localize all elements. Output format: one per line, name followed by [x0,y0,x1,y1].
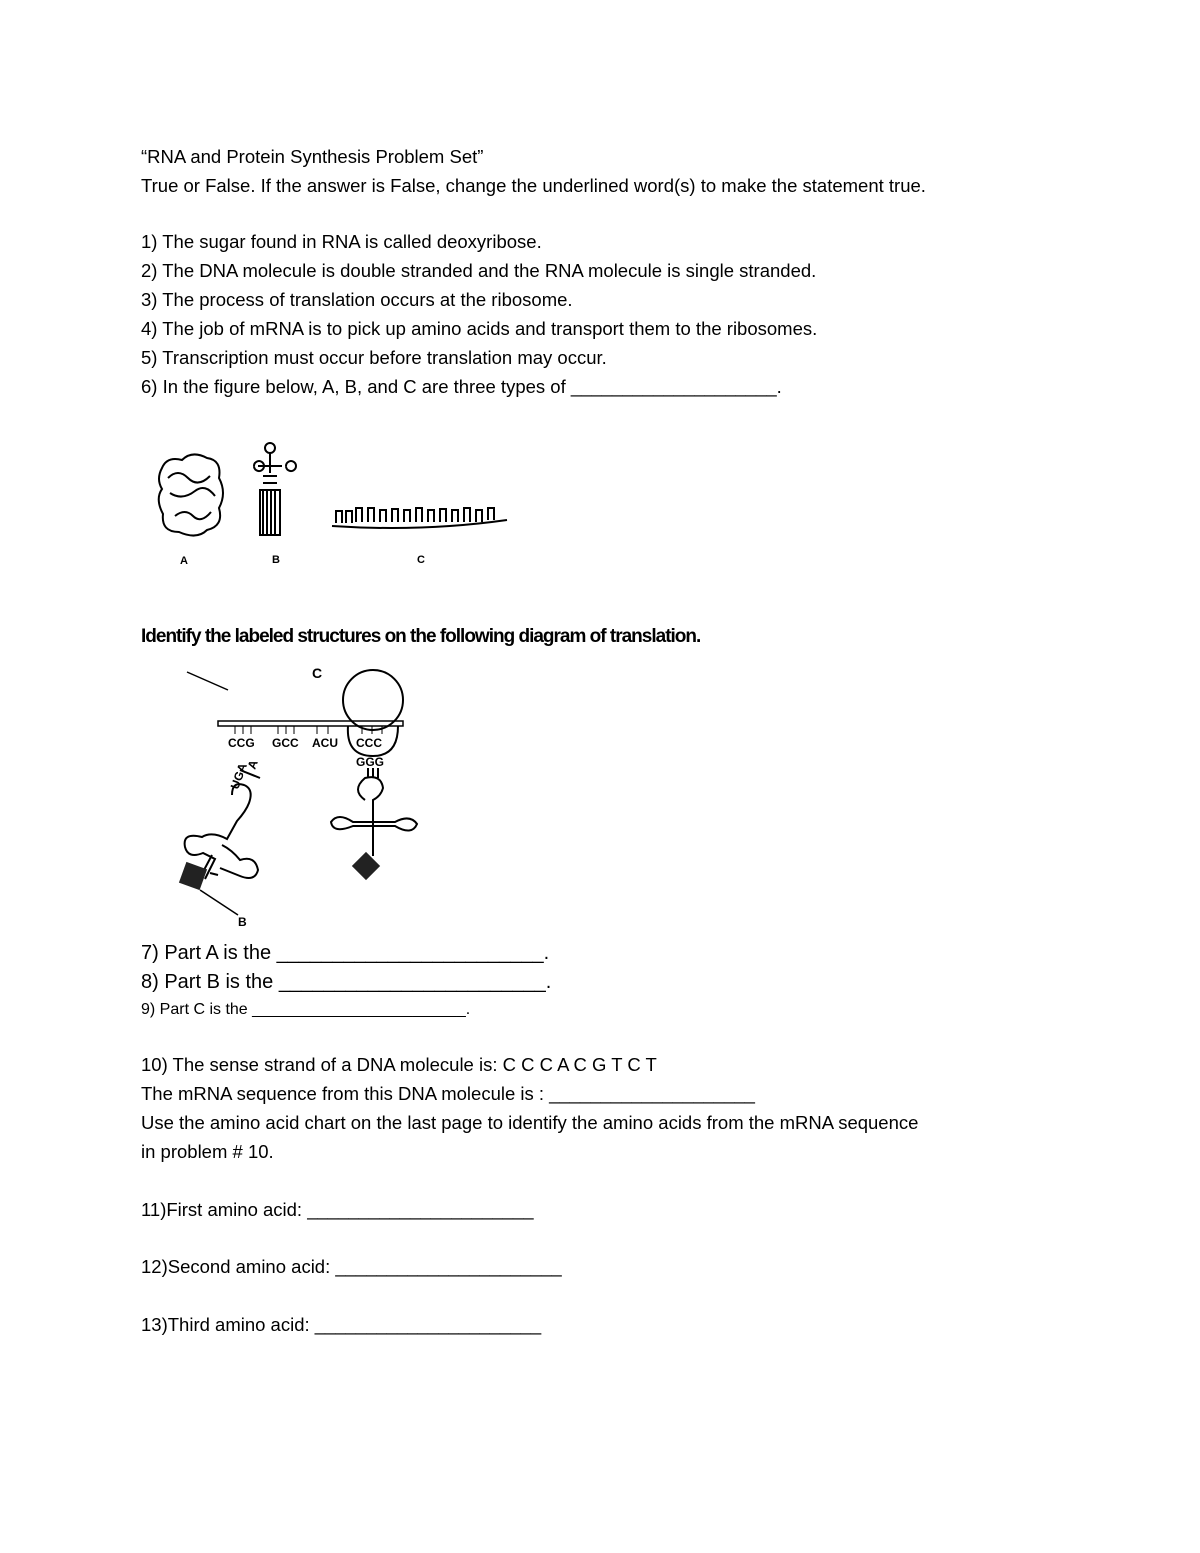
figure1-label-c: C [417,554,425,566]
question-3: 3) The process of translation occurs at the ribosome. [141,289,573,310]
q10-line3: Use the amino acid chart on the last page to identify the amino acids from the mRNA sequence [141,1112,919,1133]
amino-acid-right [352,852,380,880]
figure1-label-a: A [180,555,188,567]
label-c: C [312,665,323,681]
question-1: 1) The sugar found in RNA is called deoxyribose. [141,231,542,252]
translation-diagram [140,660,440,930]
document-title: “RNA and Protein Synthesis Problem Set” [141,146,484,167]
mrna-drawing [332,508,507,528]
q10-line4: in problem # 10. [141,1141,274,1162]
question-6: 6) In the figure below, A, B, and C are three types of ____________________. [141,376,782,397]
question-2: 2) The DNA molecule is double stranded and the RNA molecule is single stranded. [141,260,817,281]
rna-types-figure [150,438,520,573]
anticodon-right: GGG [356,755,385,769]
figure1-label-b: B [272,554,280,566]
trna-right [331,777,417,856]
part-c-question: 9) Part C is the ________________________. [141,1001,471,1018]
section-heading: Identify the labeled structures on the following diagram of translation. [141,626,701,647]
question-12: 12)Second amino acid: ______________________ [141,1256,562,1277]
q10-line1: 10) The sense strand of a DNA molecule is: C C C A C G T C T [141,1054,657,1075]
anticodon-left: UGA [227,761,250,792]
q10-line2: The mRNA sequence from this DNA molecule is : ____________________ [141,1083,755,1104]
codon-3: ACU [312,736,338,750]
trna-left [185,784,258,879]
question-13: 13)Third amino acid: ______________________ [141,1314,542,1335]
label-a: A [244,758,261,772]
label-b: B [238,915,247,929]
question-5: 5) Transcription must occur before translation may occur. [141,347,607,368]
part-a-question: 7) Part A is the ________________________. [141,942,550,964]
question-4: 4) The job of mRNA is to pick up amino acids and transport them to the ribosomes. [141,318,818,339]
amino-acid-left [179,862,207,890]
mrna-strand [218,721,403,726]
codon-4: CCC [356,736,382,750]
instructions: True or False. If the answer is False, change the underlined word(s) to make the statement true. [141,175,926,196]
trna-drawing [254,443,296,535]
question-11: 11)First amino acid: ______________________ [141,1199,534,1220]
part-b-question: 8) Part B is the ________________________. [141,971,552,993]
codon-2: GCC [272,736,299,750]
codon-1: CCG [228,736,255,750]
